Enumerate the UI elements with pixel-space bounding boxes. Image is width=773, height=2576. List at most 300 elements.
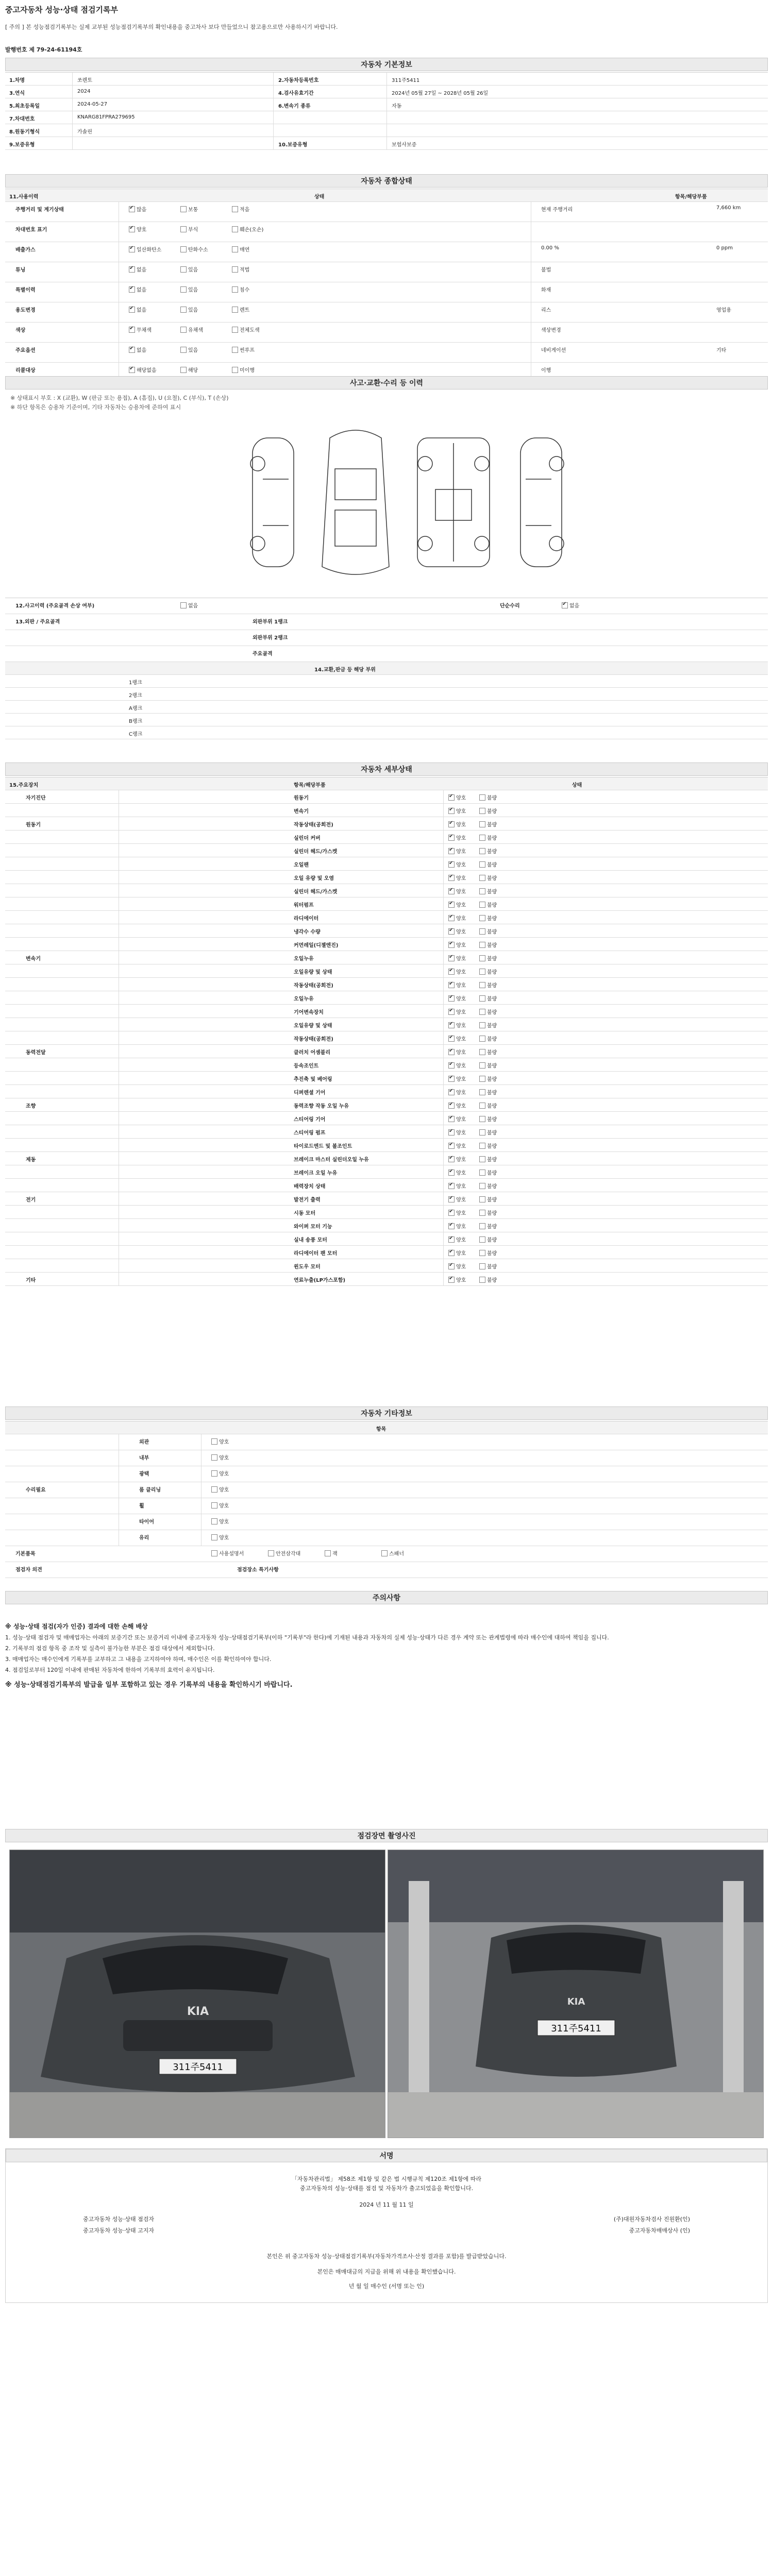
overall-key: 차대번호 표기 xyxy=(15,227,47,233)
detail-option-bad[interactable] xyxy=(479,874,497,882)
detail-option-bad[interactable] xyxy=(479,847,497,855)
basic-row xyxy=(5,137,768,150)
detail-option-good[interactable] xyxy=(448,1021,466,1029)
checkbox-icon[interactable] xyxy=(129,286,135,293)
overall-option[interactable] xyxy=(232,265,249,273)
detail-option-bad[interactable] xyxy=(479,1115,497,1123)
detail-option-good[interactable] xyxy=(448,860,466,868)
detail-option-bad[interactable] xyxy=(479,1142,497,1149)
overall-option[interactable] xyxy=(180,205,198,213)
detail-option-bad[interactable] xyxy=(479,1262,497,1270)
overall-extra: 리스 xyxy=(541,308,551,313)
overall-option[interactable] xyxy=(129,265,146,273)
checkbox-icon[interactable] xyxy=(232,367,238,373)
checkbox-icon[interactable] xyxy=(479,955,485,961)
detail-option-bad[interactable] xyxy=(479,1168,497,1176)
detail-row xyxy=(5,897,768,911)
overall-extra-2: 기타 xyxy=(716,348,727,353)
checkbox-icon[interactable] xyxy=(479,1156,485,1162)
overall-option[interactable] xyxy=(232,245,249,253)
checkbox-icon[interactable] xyxy=(448,1076,455,1082)
checkbox-icon[interactable] xyxy=(479,1103,485,1109)
checkbox-label: 양호 xyxy=(456,1090,466,1096)
overall-option[interactable] xyxy=(180,326,203,333)
caution-heading: ※ 성능·상태 점검(자가 인증) 결과에 대한 손해 배상 xyxy=(5,1623,148,1630)
checkbox-icon[interactable] xyxy=(180,327,187,333)
detail-row xyxy=(5,924,768,938)
checkbox-icon[interactable] xyxy=(211,1518,217,1524)
checkbox-icon[interactable] xyxy=(448,902,455,908)
checkbox-icon[interactable] xyxy=(129,226,135,232)
overall-extra: 0.00 % xyxy=(541,245,559,251)
checkbox-icon[interactable] xyxy=(479,888,485,894)
checkbox-icon[interactable] xyxy=(381,1550,388,1556)
detail-option-bad[interactable] xyxy=(479,860,497,868)
detail-item: 오일팬 xyxy=(294,862,309,868)
overall-extra: 현재 주행거리 xyxy=(541,207,573,213)
checkbox-icon[interactable] xyxy=(448,1103,455,1109)
checkbox-icon[interactable] xyxy=(232,266,238,273)
checkbox-icon[interactable] xyxy=(129,266,135,273)
other-option[interactable] xyxy=(211,1437,229,1445)
detail-item: 기어변속장치 xyxy=(294,1010,324,1015)
detail-option-bad[interactable] xyxy=(479,981,497,989)
checkbox-icon[interactable] xyxy=(211,1534,217,1540)
signature-date: 2024 년 11 월 11 일 xyxy=(359,2201,414,2208)
detail-option-bad[interactable] xyxy=(479,994,497,1002)
checkbox-label: 양호 xyxy=(456,1157,466,1163)
checkbox-icon[interactable] xyxy=(211,1438,217,1445)
checkbox-icon[interactable] xyxy=(448,861,455,868)
checkbox-label: 없음 xyxy=(137,287,147,293)
detail-option-good[interactable] xyxy=(448,1035,466,1042)
basic-item-option[interactable] xyxy=(268,1549,300,1557)
frame-head-row xyxy=(5,662,768,675)
other-row xyxy=(5,1530,768,1546)
detail-option-good[interactable] xyxy=(448,1262,466,1270)
car-right-side-icon xyxy=(520,438,564,567)
overall-option[interactable] xyxy=(180,366,198,374)
checkbox-icon[interactable] xyxy=(232,286,238,293)
checkbox-icon[interactable] xyxy=(448,1116,455,1122)
checkbox-icon[interactable] xyxy=(448,1223,455,1229)
detail-option-bad[interactable] xyxy=(479,793,497,801)
checkbox-label: 불량 xyxy=(487,1211,497,1216)
checkbox-icon[interactable] xyxy=(180,286,187,293)
overall-option[interactable] xyxy=(232,346,255,353)
overall-key: 주요옵션 xyxy=(15,348,36,353)
checkbox-icon[interactable] xyxy=(479,1183,485,1189)
detail-option-good[interactable] xyxy=(448,847,466,855)
detail-option-good[interactable] xyxy=(448,820,466,828)
checkbox-icon[interactable] xyxy=(448,1250,455,1256)
detail-item: 브레이크 오일 누유 xyxy=(294,1171,338,1176)
checkbox-icon[interactable] xyxy=(479,808,485,814)
detail-option-good[interactable] xyxy=(448,994,466,1002)
checkbox-icon[interactable] xyxy=(479,928,485,935)
detail-option-bad[interactable] xyxy=(479,927,497,935)
checkbox-icon[interactable] xyxy=(479,1036,485,1042)
overall-option[interactable] xyxy=(180,245,208,253)
section-overall-status: 자동차 종합상태 xyxy=(5,174,768,188)
checkbox-icon[interactable] xyxy=(448,942,455,948)
exterior-row xyxy=(5,630,768,646)
checkbox-icon[interactable] xyxy=(180,602,187,608)
checkbox-icon[interactable] xyxy=(479,1076,485,1082)
overall-row xyxy=(5,282,768,302)
checkbox-label: 안전삼각대 xyxy=(276,1551,301,1557)
detail-option-good[interactable] xyxy=(448,1061,466,1069)
other-option[interactable] xyxy=(211,1469,229,1477)
detail-option-good[interactable] xyxy=(448,968,466,975)
checkbox-icon[interactable] xyxy=(448,1263,455,1269)
checkbox-icon[interactable] xyxy=(448,794,455,801)
detail-option-bad[interactable] xyxy=(479,1075,497,1082)
checkbox-icon[interactable] xyxy=(180,367,187,373)
other-header xyxy=(5,1421,768,1434)
caution-emphasis: ※ 성능·상태점검기록부의 발급을 일부 포함하고 있는 경우 기록부의 내용을 확인하시기 바랍니다. xyxy=(5,1681,293,1689)
basic-value: 가솔린 xyxy=(77,129,92,135)
checkbox-icon[interactable] xyxy=(448,1022,455,1028)
detail-option-good[interactable] xyxy=(448,1249,466,1257)
overall-option[interactable] xyxy=(180,265,198,273)
detail-option-good[interactable] xyxy=(448,1222,466,1230)
detail-option-good[interactable] xyxy=(448,1048,466,1056)
checkbox-icon[interactable] xyxy=(232,327,238,333)
checkbox-label: 적법 xyxy=(240,267,250,273)
overall-option[interactable] xyxy=(232,366,255,374)
checkbox-icon[interactable] xyxy=(448,1089,455,1095)
detail-option-bad[interactable] xyxy=(479,1021,497,1029)
checkbox-icon[interactable] xyxy=(479,1223,485,1229)
detail-option-bad[interactable] xyxy=(479,1048,497,1056)
buyer-confirm-text-2: 본인은 매매대금의 지급을 위해 위 내용을 확인했습니다. xyxy=(317,2268,456,2275)
detail-item: 발전기 출력 xyxy=(294,1197,321,1203)
checkbox-icon[interactable] xyxy=(562,602,568,608)
checkbox-icon[interactable] xyxy=(479,1210,485,1216)
overall-option[interactable] xyxy=(129,245,161,253)
checkbox-icon[interactable] xyxy=(479,1062,485,1069)
overall-option[interactable] xyxy=(129,225,146,233)
checkbox-label: 불량 xyxy=(487,1037,497,1042)
overall-option[interactable] xyxy=(232,326,260,333)
checkbox-icon[interactable] xyxy=(448,969,455,975)
detail-option-bad[interactable] xyxy=(479,1101,497,1109)
checkbox-icon[interactable] xyxy=(479,915,485,921)
detail-option-good[interactable] xyxy=(448,941,466,948)
checkbox-icon[interactable] xyxy=(180,246,187,252)
checkbox-icon[interactable] xyxy=(479,835,485,841)
checkbox-icon[interactable] xyxy=(479,1089,485,1095)
checkbox-icon[interactable] xyxy=(232,246,238,252)
detail-option-good[interactable] xyxy=(448,874,466,882)
detail-option-good[interactable] xyxy=(448,1115,466,1123)
checkbox-icon[interactable] xyxy=(180,347,187,353)
checkbox-icon[interactable] xyxy=(129,367,135,373)
checkbox-icon[interactable] xyxy=(479,1263,485,1269)
detail-item: 작동상태(공회전) xyxy=(294,1037,333,1042)
checkbox-icon[interactable] xyxy=(211,1486,217,1493)
checkbox-icon[interactable] xyxy=(211,1470,217,1477)
checkbox-icon[interactable] xyxy=(448,1277,455,1283)
simple-repair-label: 단순수리 xyxy=(500,603,520,609)
overall-extra: 화재 xyxy=(541,287,551,293)
checkbox-label: 스패너 xyxy=(389,1551,404,1557)
overall-option[interactable] xyxy=(180,225,198,233)
other-info-table xyxy=(5,1421,768,1578)
basic-value-2: 2024년 05월 27일 ~ 2028년 05월 26일 xyxy=(392,91,489,96)
detail-option-bad[interactable] xyxy=(479,1209,497,1216)
checkbox-label: 불량 xyxy=(487,1077,497,1082)
other-option[interactable] xyxy=(211,1453,229,1461)
checkbox-icon[interactable] xyxy=(232,307,238,313)
checkbox-icon[interactable] xyxy=(448,982,455,988)
exterior-row xyxy=(5,614,768,630)
checkbox-icon[interactable] xyxy=(448,1062,455,1069)
checkbox-icon[interactable] xyxy=(448,915,455,921)
checkbox-icon[interactable] xyxy=(325,1550,331,1556)
detail-option-good[interactable] xyxy=(448,1075,466,1082)
checkbox-icon[interactable] xyxy=(479,1236,485,1243)
checkbox-icon[interactable] xyxy=(180,266,187,273)
checkbox-icon[interactable] xyxy=(479,1196,485,1202)
detail-option-good[interactable] xyxy=(448,1142,466,1149)
detail-option-bad[interactable] xyxy=(479,1008,497,1015)
detail-option-bad[interactable] xyxy=(479,1088,497,1096)
detail-item: 클러치 어셈블리 xyxy=(294,1050,331,1056)
overall-option[interactable] xyxy=(232,306,249,313)
checkbox-icon[interactable] xyxy=(129,246,135,252)
checkbox-icon[interactable] xyxy=(448,808,455,814)
detail-item: 추진축 및 베어링 xyxy=(294,1077,332,1082)
checkbox-icon[interactable] xyxy=(448,1036,455,1042)
detail-option-bad[interactable] xyxy=(479,1249,497,1257)
detail-option-bad[interactable] xyxy=(479,901,497,908)
checkbox-icon[interactable] xyxy=(479,848,485,854)
basic-item-option[interactable] xyxy=(381,1549,404,1557)
detail-option-good[interactable] xyxy=(448,1195,466,1203)
frame-head: 14.교환,판금 등 해당 부위 xyxy=(314,667,376,673)
checkbox-icon[interactable] xyxy=(448,928,455,935)
overall-option[interactable] xyxy=(180,285,198,293)
detail-option-bad[interactable] xyxy=(479,1128,497,1136)
checkbox-icon[interactable] xyxy=(448,1183,455,1189)
checkbox-icon[interactable] xyxy=(448,888,455,894)
detail-option-good[interactable] xyxy=(448,887,466,895)
detail-option-bad[interactable] xyxy=(479,914,497,922)
rank-row xyxy=(5,714,768,726)
checkbox-icon[interactable] xyxy=(479,1170,485,1176)
detail-option-bad[interactable] xyxy=(479,968,497,975)
detail-option-good[interactable] xyxy=(448,1276,466,1283)
checkbox-icon[interactable] xyxy=(211,1454,217,1461)
detail-row xyxy=(5,1085,768,1098)
checkbox-icon[interactable] xyxy=(180,206,187,212)
plate-text: 311주5411 xyxy=(173,2062,223,2073)
checkbox-icon[interactable] xyxy=(479,1116,485,1122)
detail-option-good[interactable] xyxy=(448,914,466,922)
checkbox-icon[interactable] xyxy=(448,1009,455,1015)
basic-label-2: 4.검사유효기간 xyxy=(278,91,314,96)
checkbox-icon[interactable] xyxy=(479,982,485,988)
checkbox-icon[interactable] xyxy=(448,848,455,854)
buyer-signature-line: 년 월 일 매수인 (서명 또는 인) xyxy=(348,2283,425,2290)
detail-option-good[interactable] xyxy=(448,834,466,841)
detail-option-good[interactable] xyxy=(448,1182,466,1190)
checkbox-label: 잭 xyxy=(332,1551,338,1557)
checkbox-label: 미이행 xyxy=(240,368,255,374)
other-option[interactable] xyxy=(211,1517,229,1525)
checkbox-icon[interactable] xyxy=(448,821,455,827)
basic-item-option[interactable] xyxy=(211,1549,244,1557)
checkbox-icon[interactable] xyxy=(448,1196,455,1202)
checkbox-icon[interactable] xyxy=(479,902,485,908)
detail-option-bad[interactable] xyxy=(479,820,497,828)
checkbox-icon[interactable] xyxy=(129,206,135,212)
checkbox-icon[interactable] xyxy=(479,1250,485,1256)
detail-option-bad[interactable] xyxy=(479,1182,497,1190)
basic-row xyxy=(5,86,768,98)
overall-option[interactable] xyxy=(180,346,198,353)
detail-option-bad[interactable] xyxy=(479,954,497,962)
basic-value: 2024-05-27 xyxy=(77,101,108,107)
detail-option-good[interactable] xyxy=(448,954,466,962)
detail-option-bad[interactable] xyxy=(479,1276,497,1283)
detail-group: 변속기 xyxy=(26,956,41,962)
notifier-label: 중고자동차 성능·상태 고지자 xyxy=(83,2227,155,2234)
checkbox-icon[interactable] xyxy=(180,307,187,313)
checkbox-icon[interactable] xyxy=(479,861,485,868)
detail-item: 와이퍼 모터 기능 xyxy=(294,1224,332,1230)
checkbox-icon[interactable] xyxy=(129,307,135,313)
overall-option[interactable] xyxy=(232,225,263,233)
checkbox-icon[interactable] xyxy=(479,875,485,881)
overall-option[interactable] xyxy=(232,205,249,213)
checkbox-icon[interactable] xyxy=(479,821,485,827)
other-option[interactable] xyxy=(211,1533,229,1541)
checkbox-icon[interactable] xyxy=(129,327,135,333)
checkbox-icon[interactable] xyxy=(211,1502,217,1509)
detail-item: 연료누출(LP가스포함) xyxy=(294,1278,346,1283)
checkbox-icon[interactable] xyxy=(479,1009,485,1015)
checkbox-label: 불량 xyxy=(487,1050,497,1056)
detail-option-bad[interactable] xyxy=(479,1195,497,1203)
section-detail-status: 자동차 세부상태 xyxy=(5,762,768,776)
detail-option-good[interactable] xyxy=(448,901,466,908)
checkbox-label: 양호 xyxy=(456,1171,466,1176)
checkbox-icon[interactable] xyxy=(479,1143,485,1149)
detail-option-good[interactable] xyxy=(448,1235,466,1243)
signature-text-2: 중고자동차의 성능·상태를 점검 및 자동차가 출고되었음을 확인합니다. xyxy=(299,2185,474,2192)
checkbox-icon[interactable] xyxy=(448,1236,455,1243)
checkbox-icon[interactable] xyxy=(448,1049,455,1055)
checkbox-icon[interactable] xyxy=(180,226,187,232)
checkbox-icon[interactable] xyxy=(232,206,238,212)
detail-option-bad[interactable] xyxy=(479,1061,497,1069)
detail-option-good[interactable] xyxy=(448,1168,466,1176)
overall-option[interactable] xyxy=(129,366,157,374)
detail-option-bad[interactable] xyxy=(479,834,497,841)
detail-option-bad[interactable] xyxy=(479,1155,497,1163)
detail-option-good[interactable] xyxy=(448,981,466,989)
overall-option[interactable] xyxy=(129,346,146,353)
overall-option[interactable] xyxy=(129,285,146,293)
checkbox-label: 불량 xyxy=(487,1130,497,1136)
detail-option-good[interactable] xyxy=(448,1209,466,1216)
accident-option[interactable] xyxy=(180,601,198,609)
checkbox-icon[interactable] xyxy=(448,835,455,841)
detail-item: 시동 모터 xyxy=(294,1211,316,1216)
checkbox-icon[interactable] xyxy=(448,955,455,961)
checkbox-icon[interactable] xyxy=(448,1170,455,1176)
detail-option-good[interactable] xyxy=(448,1101,466,1109)
overall-option[interactable] xyxy=(129,306,146,313)
detail-option-bad[interactable] xyxy=(479,1222,497,1230)
detail-item: 오일유량 및 상태 xyxy=(294,970,332,975)
checkbox-icon[interactable] xyxy=(232,347,238,353)
detail-option-good[interactable] xyxy=(448,927,466,935)
detail-option-good[interactable] xyxy=(448,1088,466,1096)
checkbox-icon[interactable] xyxy=(268,1550,274,1556)
checkbox-icon[interactable] xyxy=(129,347,135,353)
checkbox-icon[interactable] xyxy=(448,1129,455,1136)
detail-row xyxy=(5,1072,768,1085)
detail-option-good[interactable] xyxy=(448,793,466,801)
damage-legend: ※ 상태표시 부호 : X (교환), W (판금 또는 용접), A (흠집), U (요철), C (부식), T (손상) xyxy=(10,395,229,401)
basic-row xyxy=(5,124,768,137)
checkbox-icon[interactable] xyxy=(448,1156,455,1162)
other-option[interactable] xyxy=(211,1485,229,1493)
checkbox-icon[interactable] xyxy=(448,1143,455,1149)
checkbox-icon[interactable] xyxy=(479,1022,485,1028)
checkbox-icon[interactable] xyxy=(479,1049,485,1055)
overall-option[interactable] xyxy=(232,285,249,293)
detail-option-bad[interactable] xyxy=(479,887,497,895)
detail-option-good[interactable] xyxy=(448,1008,466,1015)
checkbox-icon[interactable] xyxy=(448,995,455,1002)
other-option[interactable] xyxy=(211,1501,229,1509)
accident-label: 12.사고이력 (주요골격 손상 여부) xyxy=(15,603,95,609)
checkbox-icon[interactable] xyxy=(479,942,485,948)
checkbox-icon[interactable] xyxy=(232,226,238,232)
basic-item-option[interactable] xyxy=(325,1549,338,1557)
detail-option-bad[interactable] xyxy=(479,941,497,948)
checkbox-icon[interactable] xyxy=(211,1550,217,1556)
checkbox-icon[interactable] xyxy=(479,794,485,801)
detail-option-good[interactable] xyxy=(448,807,466,815)
signature-block xyxy=(5,2148,768,2303)
simple-repair-option[interactable] xyxy=(562,601,579,609)
rank-label: C랭크 xyxy=(129,732,143,737)
checkbox-icon[interactable] xyxy=(479,969,485,975)
detail-option-bad[interactable] xyxy=(479,807,497,815)
detail-option-bad[interactable] xyxy=(479,1035,497,1042)
checkbox-icon[interactable] xyxy=(479,1277,485,1283)
detail-row xyxy=(5,1058,768,1072)
overall-option[interactable] xyxy=(129,326,152,333)
overall-option[interactable] xyxy=(129,205,146,213)
detail-option-good[interactable] xyxy=(448,1128,466,1136)
checkbox-icon[interactable] xyxy=(479,995,485,1002)
detail-option-bad[interactable] xyxy=(479,1235,497,1243)
detail-row xyxy=(5,951,768,964)
checkbox-label: 불량 xyxy=(487,903,497,908)
checkbox-icon[interactable] xyxy=(448,1210,455,1216)
checkbox-icon[interactable] xyxy=(479,1129,485,1136)
overall-option[interactable] xyxy=(180,306,198,313)
detail-option-good[interactable] xyxy=(448,1155,466,1163)
checkbox-icon[interactable] xyxy=(448,875,455,881)
